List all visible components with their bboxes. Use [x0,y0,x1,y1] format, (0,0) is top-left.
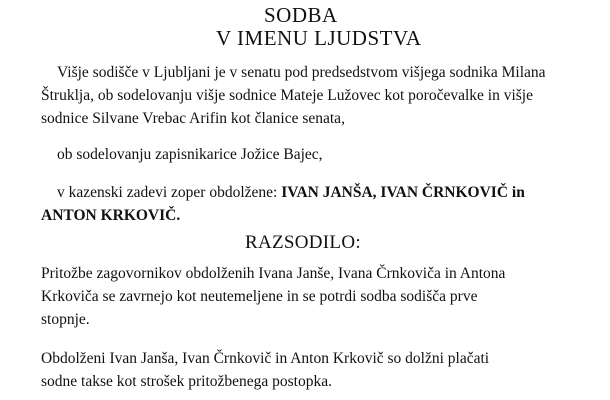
ruling-heading: RAZSODILO: [245,232,361,253]
ruling-p1-line-3: stopnje. [41,311,90,328]
ruling-p1-line-2: Krkoviča se zavrnejo kot neutemeljene in se potrdi sodba sodišča prve [41,288,478,305]
intro-line-2: Štruklja, ob sodelovanju višje sodnice Mateje Lužovec kot poročevalke in višje [41,87,533,104]
intro-line-1: Višje sodišče v Ljubljani je v senatu pod predsedstvom višjega sodnika Milana [57,64,546,81]
ruling-p1-line-1: Pritožbe zagovornikov obdolženih Ivana Janše, Ivana Črnkoviča in Antona [41,265,506,282]
clerk-line: ob sodelovanju zapisnikarice Jožice Bajec, [57,146,323,163]
intro-line-3: sodnice Silvane Vrebac Arifin kot članice senata, [41,110,345,127]
document-subtitle: V IMENU LJUDSTVA [216,26,422,50]
case-line-1 [57,184,525,202]
defendants-second-line: ANTON KRKOVIČ. [41,207,181,224]
defendants-first-line: IVAN JANŠA, IVAN ČRNKOVIČ in [281,184,525,201]
case-prefix: v kazenski zadevi zoper obdolžene: [57,184,282,201]
document-title: SODBA [264,3,338,27]
ruling-p2-line-1: Obdolženi Ivan Janša, Ivan Črnkovič in Anton Krkovič so dolžni plačati [41,350,490,367]
ruling-p2-line-2: sodne takse kot strošek pritožbenega postopka. [41,373,332,390]
